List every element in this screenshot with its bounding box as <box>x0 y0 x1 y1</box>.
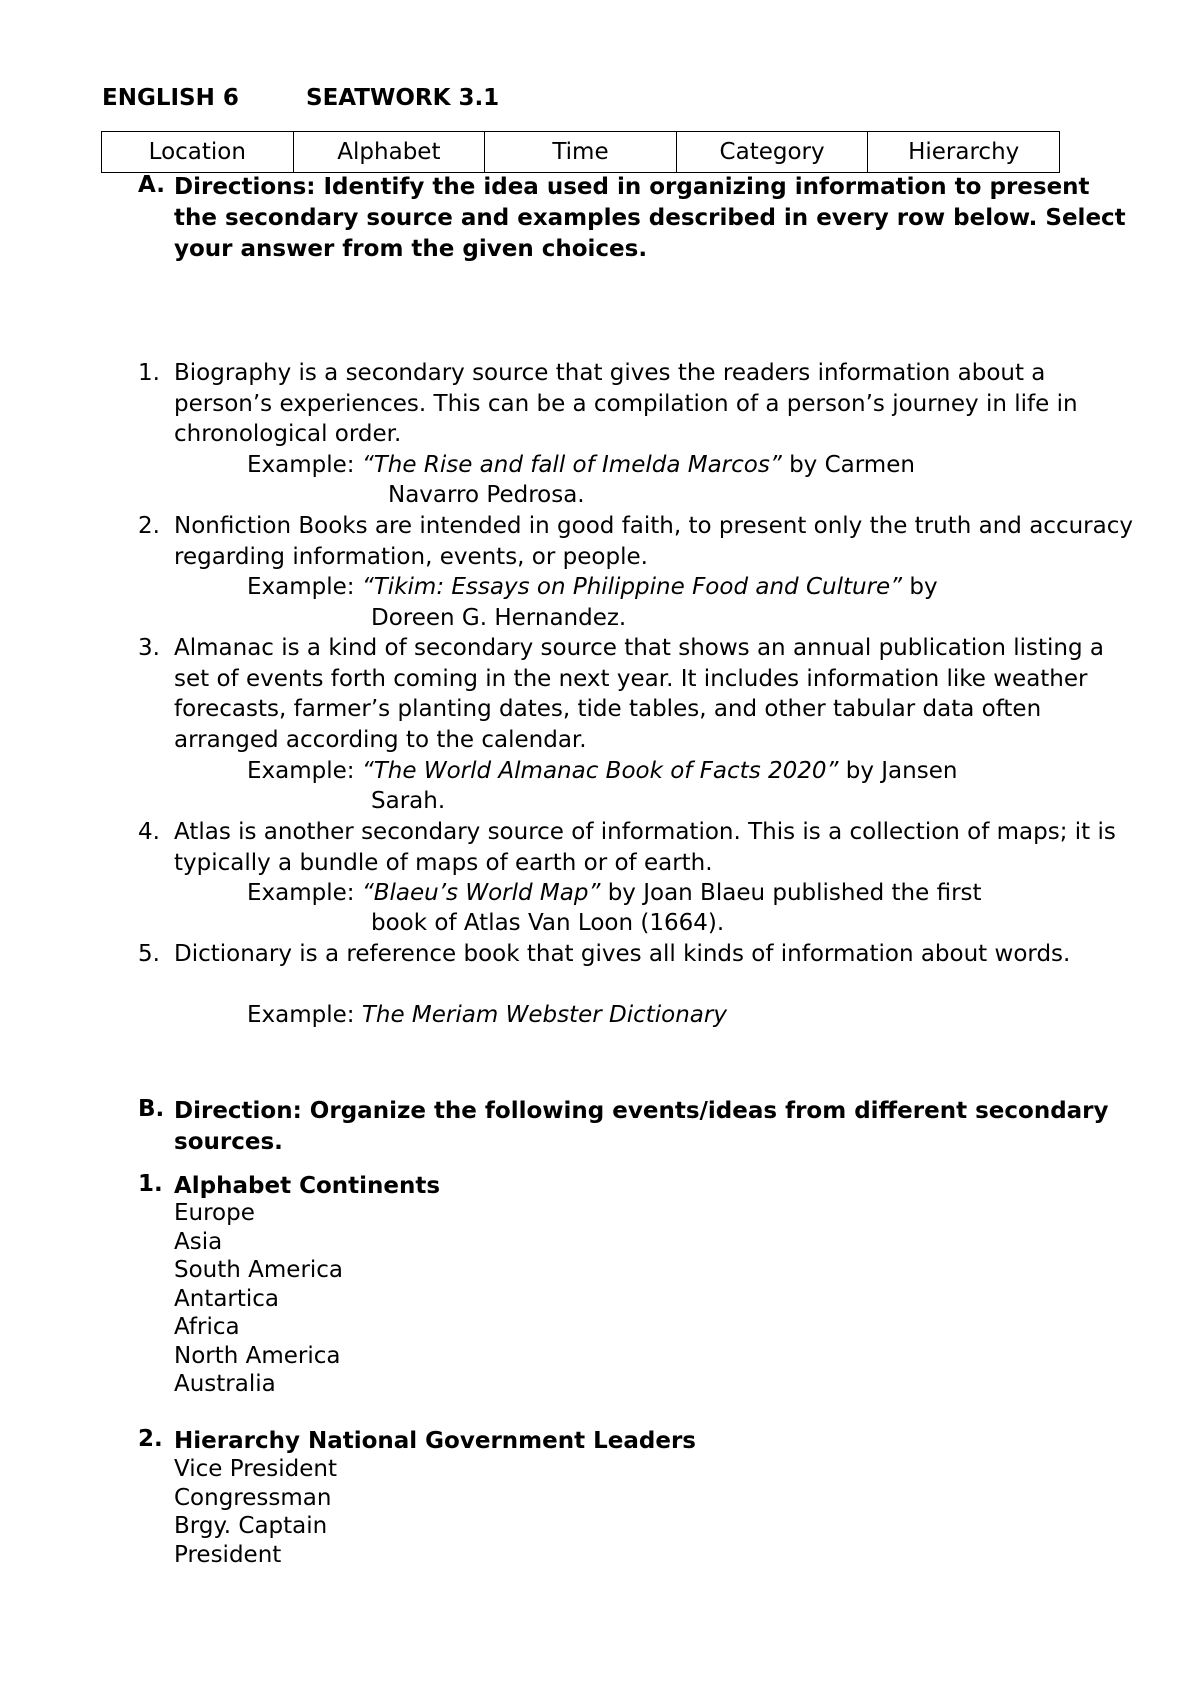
item-4-number: 4. <box>138 819 160 845</box>
item-1-number: 1. <box>138 360 160 386</box>
group-1-title: Alphabet Continents <box>174 1173 441 1199</box>
choice-time: Time <box>485 132 677 173</box>
section-b-letter: B. <box>138 1096 165 1122</box>
item-5-example <box>247 1000 727 1030</box>
group-2-title: Hierarchy National Government Leaders <box>174 1428 696 1454</box>
list-item: Antartica <box>174 1285 280 1312</box>
item-3-text: Almanac is a kind of secondary source that shows an annual publication listing a set of events forth coming in the next year. It includes information like weather forecasts, farmer’s planting dates, tide tables, and other tabular data often arranged according to the calendar. <box>174 635 1104 753</box>
list-item: Brgy. Captain <box>174 1513 328 1539</box>
group-1-number: 1. <box>138 1171 163 1197</box>
list-item: Asia <box>174 1228 223 1255</box>
continents-list <box>174 1199 343 1399</box>
list-item: Africa <box>174 1314 240 1340</box>
choices-table <box>101 131 1060 173</box>
example-label: Example: <box>247 574 362 600</box>
choices-row <box>102 132 1060 173</box>
example-title: “The Rise and fall of Imelda Marcos” <box>361 452 782 478</box>
item-4-text: Atlas is another secondary source of information. This is a collection of maps; it is typically a bundle of maps of earth or of earth. <box>174 819 1116 876</box>
list-item: President <box>174 1541 282 1568</box>
item-2-text: Nonfiction Books are intended in good faith, to present only the truth and accuracy regarding information, events, or people. <box>174 513 1133 570</box>
section-a-directions: Directions: Identify the idea used in organizing information to present the secondary source and examples described in every row below. Select your answer from the given choices. <box>174 174 1126 262</box>
example-title: “The World Almanac Book of Facts 2020” <box>361 758 839 784</box>
item-1-example-cont: Navarro Pedrosa. <box>388 482 585 508</box>
example-label: Example: <box>247 1002 362 1028</box>
choice-category: Category <box>676 132 868 173</box>
item-5-text: Dictionary is a reference book that gives all kinds of information about words. <box>174 941 1071 967</box>
leaders-list <box>174 1455 337 1569</box>
choice-location: Location <box>102 132 294 173</box>
item-3-example <box>247 756 957 786</box>
choice-alphabet: Alphabet <box>293 132 485 173</box>
example-author: by <box>902 574 938 600</box>
list-item: North America <box>174 1342 341 1369</box>
section-a-letter: A. <box>138 172 165 198</box>
item-1-text: Biography is a secondary source that gives the readers information about a person’s experiences. This can be a compilation of a person’s journey in life in chronological order. <box>174 360 1078 447</box>
item-2-example <box>247 572 938 602</box>
list-item: Vice President <box>174 1456 338 1482</box>
example-author: by Joan Blaeu published the first <box>600 880 982 906</box>
course-title: ENGLISH 6 <box>102 85 239 111</box>
item-4-example <box>247 878 982 908</box>
list-item: Congressman <box>174 1484 332 1511</box>
item-4-example-cont: book of Atlas Van Loon (1664). <box>371 910 725 936</box>
example-title: “Tikim: Essays on Philippine Food and Culture” <box>361 574 903 600</box>
example-author: by Jansen <box>838 758 958 784</box>
example-title: “Blaeu’s World Map” <box>361 880 601 906</box>
item-3-number: 3. <box>138 635 160 661</box>
group-2-number: 2. <box>138 1426 163 1452</box>
example-label: Example: <box>247 880 362 906</box>
list-item: South America <box>174 1257 344 1283</box>
item-5-number: 5. <box>138 941 160 967</box>
item-3-example-cont: Sarah. <box>371 788 446 814</box>
list-item: Australia <box>174 1371 276 1397</box>
example-author: by Carmen <box>781 452 915 478</box>
example-label: Example: <box>247 452 362 478</box>
example-label: Example: <box>247 758 362 784</box>
item-1-example <box>247 450 915 480</box>
item-2-number: 2. <box>138 513 160 539</box>
example-title: The Meriam Webster Dictionary <box>361 1002 727 1028</box>
section-b-directions: Direction: Organize the following events/ideas from different secondary sources. <box>174 1098 1109 1155</box>
list-item: Europe <box>174 1200 255 1226</box>
item-2-example-cont: Doreen G. Hernandez. <box>371 605 627 631</box>
seatwork-title: SEATWORK 3.1 <box>306 85 500 111</box>
choice-hierarchy: Hierarchy <box>868 132 1060 173</box>
